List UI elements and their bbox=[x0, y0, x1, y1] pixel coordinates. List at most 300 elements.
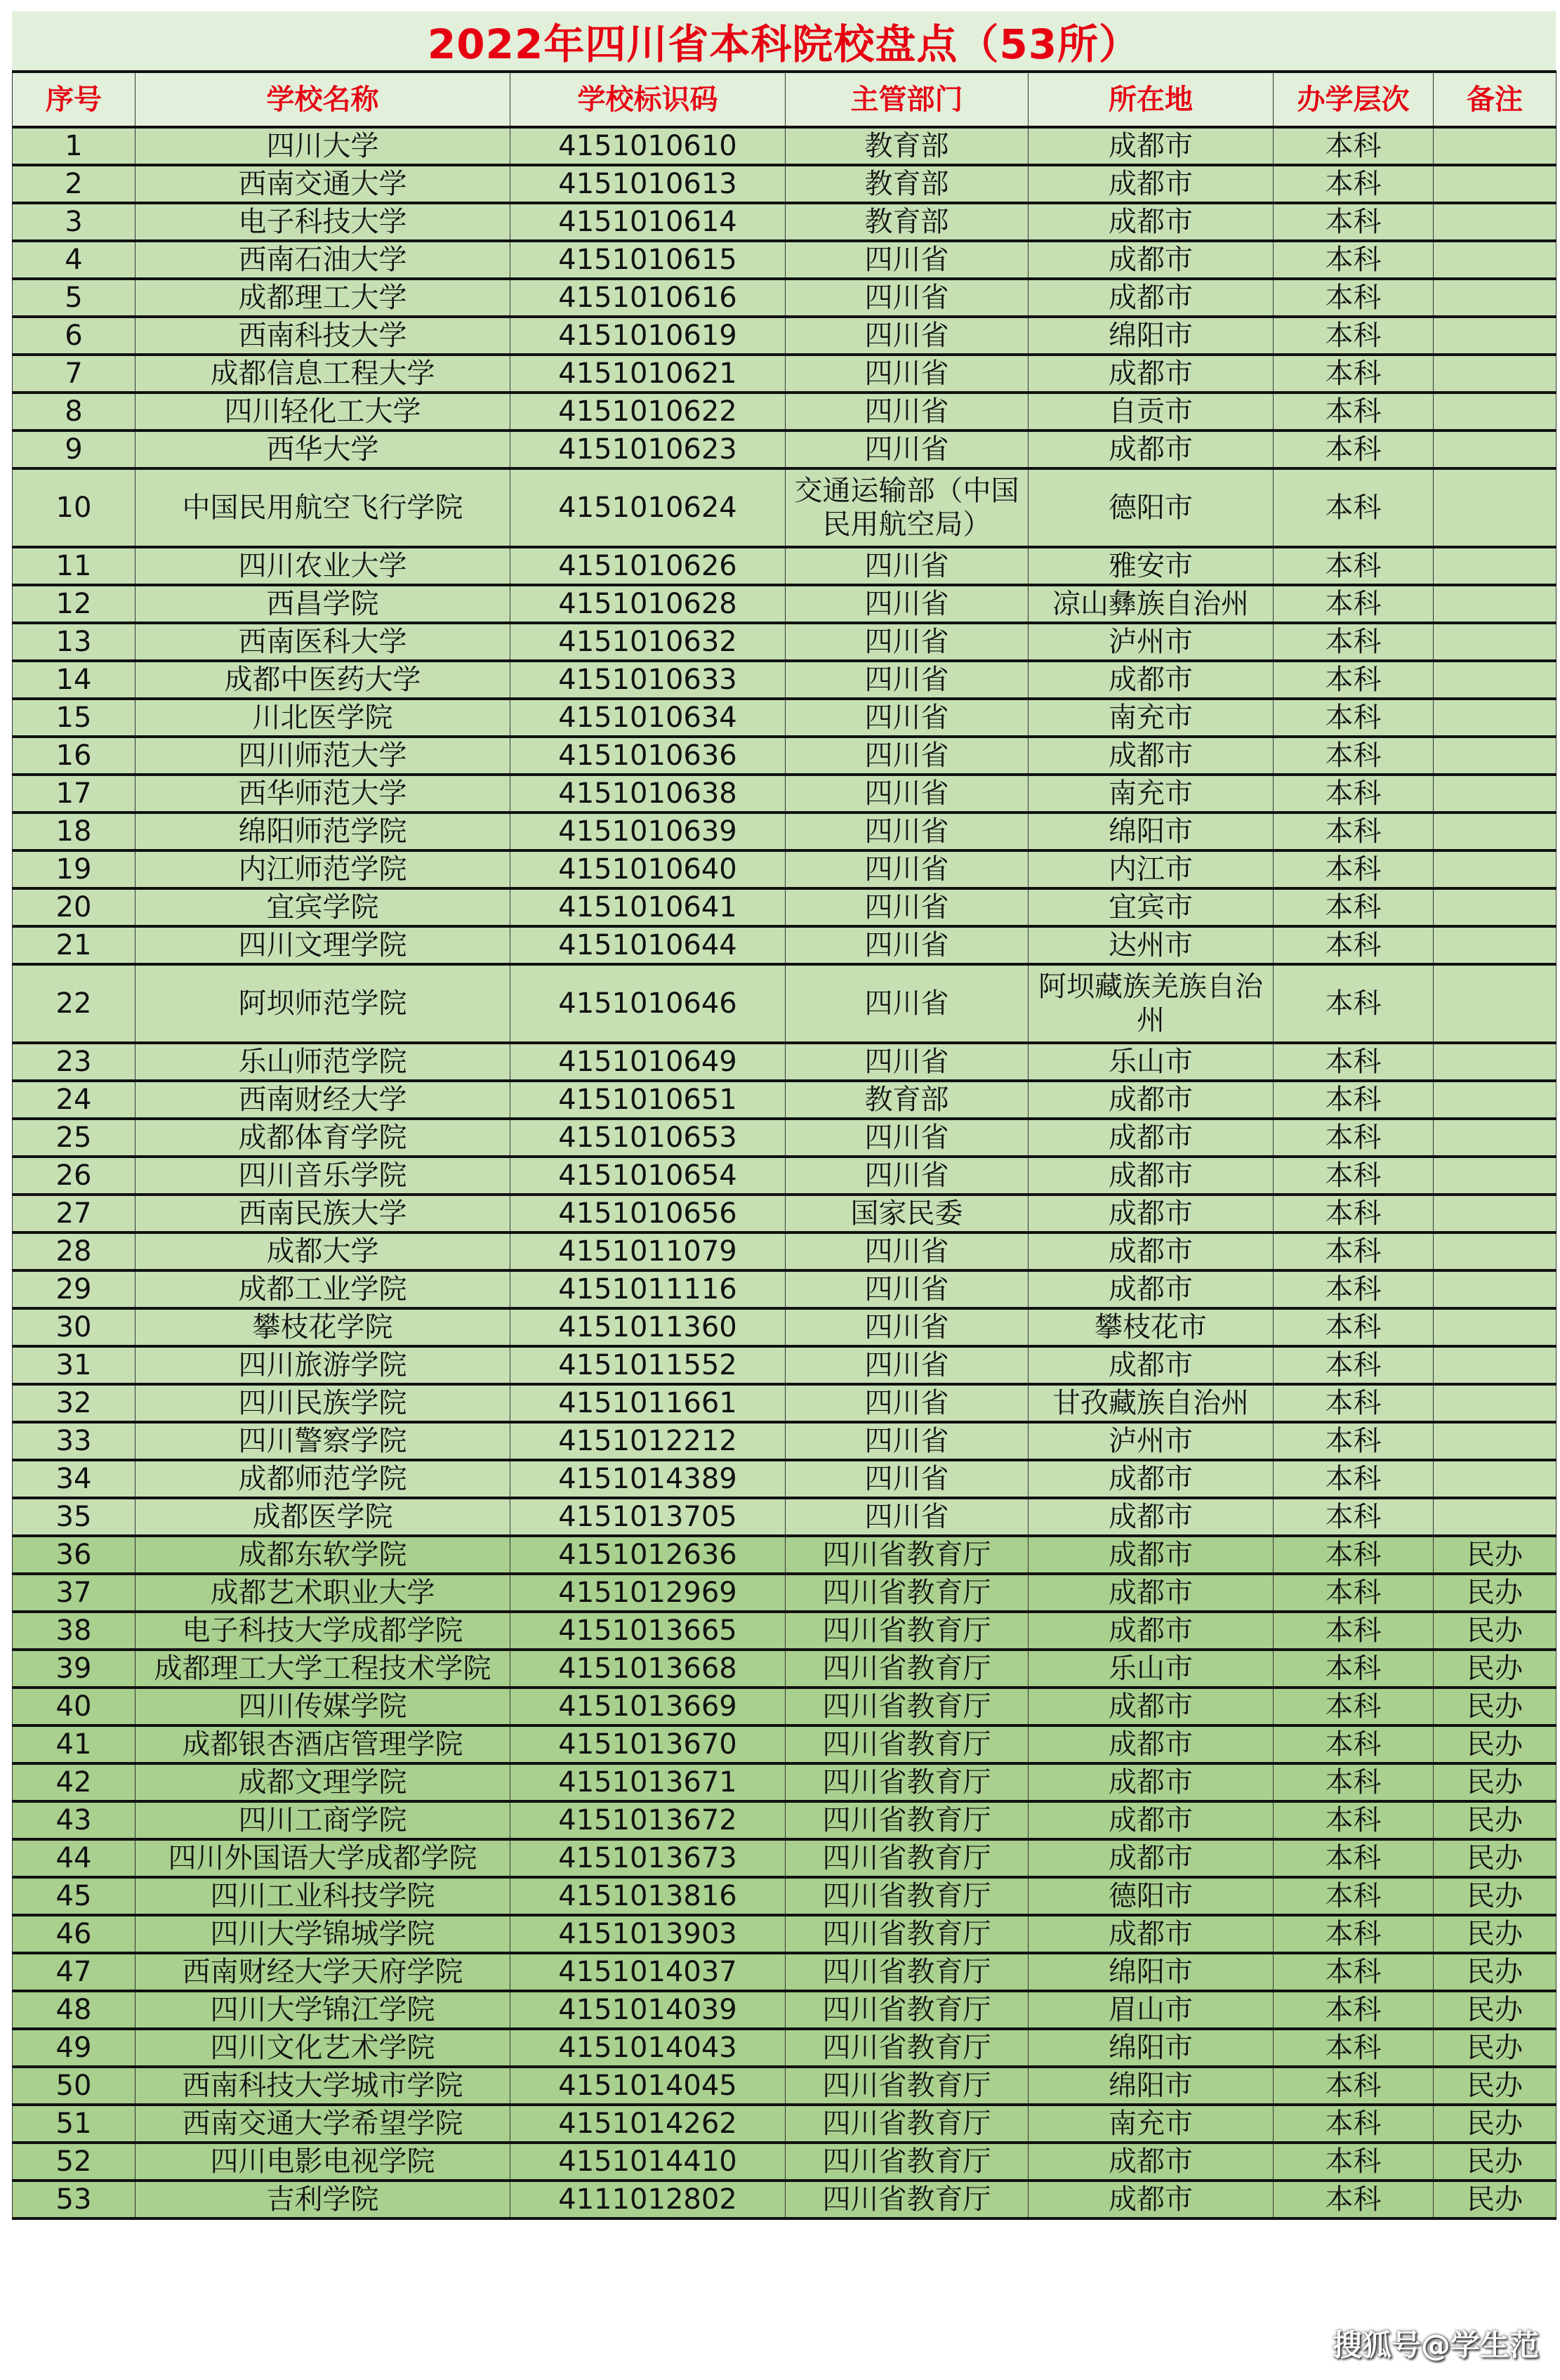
cell-authority: 四川省 bbox=[786, 623, 1029, 661]
table-row bbox=[13, 585, 1556, 623]
cell-level: 本科 bbox=[1274, 1915, 1434, 1953]
cell-remark bbox=[1434, 1043, 1556, 1081]
table-row bbox=[13, 1725, 1556, 1763]
cell-name: 电子科技大学成都学院 bbox=[135, 1612, 510, 1650]
cell-remark bbox=[1434, 355, 1556, 393]
cell-location: 成都市 bbox=[1029, 2143, 1274, 2181]
cell-index: 51 bbox=[13, 2105, 135, 2143]
table-row bbox=[13, 1650, 1556, 1688]
cell-name: 成都中医药大学 bbox=[135, 661, 510, 699]
cell-index: 15 bbox=[13, 699, 135, 737]
cell-authority: 教育部 bbox=[786, 203, 1029, 241]
cell-level: 本科 bbox=[1274, 1195, 1434, 1232]
cell-remark bbox=[1434, 775, 1556, 813]
cell-index: 3 bbox=[13, 203, 135, 241]
cell-name: 四川大学锦江学院 bbox=[135, 1991, 510, 2029]
spreadsheet bbox=[12, 11, 1556, 2220]
cell-location: 南充市 bbox=[1029, 2105, 1274, 2143]
table-row bbox=[13, 1498, 1556, 1536]
cell-remark bbox=[1434, 1308, 1556, 1346]
cell-code: 4151014043 bbox=[510, 2029, 786, 2067]
table-row bbox=[13, 1081, 1556, 1119]
cell-authority: 四川省 bbox=[786, 737, 1029, 775]
cell-location: 内江市 bbox=[1029, 850, 1274, 888]
cell-code: 4151010641 bbox=[510, 888, 786, 926]
cell-level: 本科 bbox=[1274, 888, 1434, 926]
cell-level: 本科 bbox=[1274, 1650, 1434, 1688]
table-row bbox=[13, 1346, 1556, 1384]
cell-code: 4111012802 bbox=[510, 2181, 786, 2218]
cell-level: 本科 bbox=[1274, 1574, 1434, 1612]
cell-name: 西华师范大学 bbox=[135, 775, 510, 813]
cell-level: 本科 bbox=[1274, 468, 1434, 547]
cell-remark bbox=[1434, 1119, 1556, 1157]
cell-name: 西南财经大学 bbox=[135, 1081, 510, 1119]
cell-index: 19 bbox=[13, 850, 135, 888]
table-row bbox=[13, 813, 1556, 850]
cell-name: 四川工商学院 bbox=[135, 1801, 510, 1839]
cell-code: 4151010632 bbox=[510, 623, 786, 661]
cell-level: 本科 bbox=[1274, 1953, 1434, 1991]
table-row bbox=[13, 1915, 1556, 1953]
cell-location: 达州市 bbox=[1029, 926, 1274, 964]
cell-name: 川北医学院 bbox=[135, 699, 510, 737]
cell-name: 吉利学院 bbox=[135, 2181, 510, 2218]
cell-remark: 民办 bbox=[1434, 1801, 1556, 1839]
cell-name: 成都师范学院 bbox=[135, 1460, 510, 1498]
cell-name: 成都东软学院 bbox=[135, 1536, 510, 1574]
cell-index: 5 bbox=[13, 279, 135, 317]
cell-authority: 四川省教育厅 bbox=[786, 1877, 1029, 1915]
cell-code: 4151011360 bbox=[510, 1308, 786, 1346]
cell-code: 4151010640 bbox=[510, 850, 786, 888]
table-row bbox=[13, 623, 1556, 661]
cell-code: 4151014039 bbox=[510, 1991, 786, 2029]
cell-index: 8 bbox=[13, 393, 135, 430]
cell-code: 4151010651 bbox=[510, 1081, 786, 1119]
cell-level: 本科 bbox=[1274, 1536, 1434, 1574]
table-row bbox=[13, 737, 1556, 775]
cell-authority: 四川省 bbox=[786, 1384, 1029, 1422]
cell-level: 本科 bbox=[1274, 1081, 1434, 1119]
cell-index: 38 bbox=[13, 1612, 135, 1650]
cell-authority: 四川省教育厅 bbox=[786, 1536, 1029, 1574]
cell-level: 本科 bbox=[1274, 2029, 1434, 2067]
cell-level: 本科 bbox=[1274, 2181, 1434, 2218]
cell-remark bbox=[1434, 393, 1556, 430]
cell-code: 4151010616 bbox=[510, 279, 786, 317]
cell-location: 南充市 bbox=[1029, 699, 1274, 737]
cell-name: 四川农业大学 bbox=[135, 547, 510, 585]
cell-remark bbox=[1434, 1422, 1556, 1460]
table-row bbox=[13, 2181, 1556, 2218]
cell-code: 4151010614 bbox=[510, 203, 786, 241]
cell-index: 9 bbox=[13, 430, 135, 468]
cell-code: 4151011661 bbox=[510, 1384, 786, 1422]
cell-code: 4151010633 bbox=[510, 661, 786, 699]
table-row bbox=[13, 1270, 1556, 1308]
cell-index: 29 bbox=[13, 1270, 135, 1308]
cell-location: 成都市 bbox=[1029, 1157, 1274, 1195]
cell-code: 4151010615 bbox=[510, 241, 786, 279]
cell-code: 4151013671 bbox=[510, 1763, 786, 1801]
cell-remark: 民办 bbox=[1434, 2181, 1556, 2218]
cell-location: 成都市 bbox=[1029, 1460, 1274, 1498]
cell-location: 乐山市 bbox=[1029, 1043, 1274, 1081]
cell-location: 德阳市 bbox=[1029, 468, 1274, 547]
cell-level: 本科 bbox=[1274, 2067, 1434, 2105]
table-row bbox=[13, 241, 1556, 279]
cell-level: 本科 bbox=[1274, 165, 1434, 203]
table-row bbox=[13, 2067, 1556, 2105]
cell-location: 绵阳市 bbox=[1029, 813, 1274, 850]
cell-remark bbox=[1434, 813, 1556, 850]
table-row bbox=[13, 203, 1556, 241]
cell-location: 成都市 bbox=[1029, 1801, 1274, 1839]
cell-index: 25 bbox=[13, 1119, 135, 1157]
cell-level: 本科 bbox=[1274, 964, 1434, 1043]
cell-code: 4151013668 bbox=[510, 1650, 786, 1688]
table-row bbox=[13, 1953, 1556, 1991]
cell-code: 4151010610 bbox=[510, 127, 786, 165]
table-row bbox=[13, 1991, 1556, 2029]
cell-remark bbox=[1434, 888, 1556, 926]
cell-remark bbox=[1434, 468, 1556, 547]
cell-authority: 四川省 bbox=[786, 1119, 1029, 1157]
cell-index: 21 bbox=[13, 926, 135, 964]
cell-location: 成都市 bbox=[1029, 1612, 1274, 1650]
cell-index: 42 bbox=[13, 1763, 135, 1801]
cell-index: 22 bbox=[13, 964, 135, 1043]
cell-name: 西南交通大学希望学院 bbox=[135, 2105, 510, 2143]
cell-level: 本科 bbox=[1274, 1270, 1434, 1308]
cell-remark bbox=[1434, 1195, 1556, 1232]
cell-remark bbox=[1434, 737, 1556, 775]
cell-level: 本科 bbox=[1274, 1308, 1434, 1346]
cell-location: 成都市 bbox=[1029, 1081, 1274, 1119]
cell-code: 4151010628 bbox=[510, 585, 786, 623]
cell-authority: 四川省 bbox=[786, 1270, 1029, 1308]
cell-location: 攀枝花市 bbox=[1029, 1308, 1274, 1346]
table-row bbox=[13, 1308, 1556, 1346]
cell-index: 52 bbox=[13, 2143, 135, 2181]
cell-authority: 四川省教育厅 bbox=[786, 1612, 1029, 1650]
cell-location: 泸州市 bbox=[1029, 623, 1274, 661]
cell-location: 成都市 bbox=[1029, 165, 1274, 203]
cell-code: 4151010653 bbox=[510, 1119, 786, 1157]
cell-authority: 四川省教育厅 bbox=[786, 1763, 1029, 1801]
cell-authority: 四川省教育厅 bbox=[786, 1991, 1029, 2029]
cell-location: 德阳市 bbox=[1029, 1877, 1274, 1915]
cell-level: 本科 bbox=[1274, 1991, 1434, 2029]
cell-index: 47 bbox=[13, 1953, 135, 1991]
cell-level: 本科 bbox=[1274, 850, 1434, 888]
cell-code: 4151011079 bbox=[510, 1232, 786, 1270]
cell-code: 4151010649 bbox=[510, 1043, 786, 1081]
cell-authority: 四川省教育厅 bbox=[786, 2181, 1029, 2218]
cell-level: 本科 bbox=[1274, 775, 1434, 813]
table-row bbox=[13, 699, 1556, 737]
cell-authority: 四川省 bbox=[786, 888, 1029, 926]
cell-level: 本科 bbox=[1274, 1612, 1434, 1650]
cell-level: 本科 bbox=[1274, 1725, 1434, 1763]
cell-authority: 四川省 bbox=[786, 430, 1029, 468]
cell-location: 成都市 bbox=[1029, 1688, 1274, 1725]
cell-level: 本科 bbox=[1274, 1157, 1434, 1195]
cell-code: 4151011552 bbox=[510, 1346, 786, 1384]
cell-remark bbox=[1434, 585, 1556, 623]
cell-name: 四川音乐学院 bbox=[135, 1157, 510, 1195]
cell-code: 4151010621 bbox=[510, 355, 786, 393]
cell-authority: 四川省 bbox=[786, 926, 1029, 964]
cell-remark bbox=[1434, 1384, 1556, 1422]
cell-authority: 四川省教育厅 bbox=[786, 1688, 1029, 1725]
cell-remark: 民办 bbox=[1434, 2143, 1556, 2181]
cell-code: 4151011116 bbox=[510, 1270, 786, 1308]
cell-remark bbox=[1434, 317, 1556, 355]
cell-remark bbox=[1434, 1232, 1556, 1270]
cell-authority: 四川省 bbox=[786, 699, 1029, 737]
header-row bbox=[13, 72, 1556, 127]
cell-authority: 四川省 bbox=[786, 661, 1029, 699]
cell-authority: 四川省 bbox=[786, 1498, 1029, 1536]
cell-level: 本科 bbox=[1274, 926, 1434, 964]
cell-code: 4151013816 bbox=[510, 1877, 786, 1915]
cell-remark: 民办 bbox=[1434, 1953, 1556, 1991]
table-row bbox=[13, 165, 1556, 203]
cell-name: 四川旅游学院 bbox=[135, 1346, 510, 1384]
table-row bbox=[13, 1612, 1556, 1650]
cell-location: 成都市 bbox=[1029, 1195, 1274, 1232]
cell-level: 本科 bbox=[1274, 127, 1434, 165]
cell-level: 本科 bbox=[1274, 547, 1434, 585]
cell-location: 成都市 bbox=[1029, 430, 1274, 468]
cell-authority: 四川省教育厅 bbox=[786, 1650, 1029, 1688]
cell-location: 成都市 bbox=[1029, 1839, 1274, 1877]
cell-index: 12 bbox=[13, 585, 135, 623]
table-row bbox=[13, 1763, 1556, 1801]
cell-level: 本科 bbox=[1274, 317, 1434, 355]
cell-authority: 四川省 bbox=[786, 1043, 1029, 1081]
cell-location: 自贡市 bbox=[1029, 393, 1274, 430]
cell-index: 34 bbox=[13, 1460, 135, 1498]
cell-name: 四川大学锦城学院 bbox=[135, 1915, 510, 1953]
cell-location: 南充市 bbox=[1029, 775, 1274, 813]
cell-code: 4151014389 bbox=[510, 1460, 786, 1498]
cell-remark bbox=[1434, 623, 1556, 661]
cell-code: 4151010646 bbox=[510, 964, 786, 1043]
table-row bbox=[13, 850, 1556, 888]
cell-name: 西南石油大学 bbox=[135, 241, 510, 279]
cell-authority: 四川省教育厅 bbox=[786, 2067, 1029, 2105]
cell-level: 本科 bbox=[1274, 813, 1434, 850]
cell-name: 西华大学 bbox=[135, 430, 510, 468]
cell-code: 4151012969 bbox=[510, 1574, 786, 1612]
cell-location: 雅安市 bbox=[1029, 547, 1274, 585]
cell-remark bbox=[1434, 850, 1556, 888]
cell-code: 4151010619 bbox=[510, 317, 786, 355]
cell-authority: 四川省教育厅 bbox=[786, 2029, 1029, 2067]
cell-code: 4151013670 bbox=[510, 1725, 786, 1763]
cell-index: 11 bbox=[13, 547, 135, 585]
cell-remark: 民办 bbox=[1434, 1915, 1556, 1953]
cell-level: 本科 bbox=[1274, 1232, 1434, 1270]
table-row bbox=[13, 430, 1556, 468]
cell-index: 28 bbox=[13, 1232, 135, 1270]
cell-name: 绵阳师范学院 bbox=[135, 813, 510, 850]
cell-index: 13 bbox=[13, 623, 135, 661]
cell-location: 成都市 bbox=[1029, 355, 1274, 393]
table-row bbox=[13, 355, 1556, 393]
cell-name: 四川外国语大学成都学院 bbox=[135, 1839, 510, 1877]
cell-remark bbox=[1434, 1157, 1556, 1195]
cell-remark bbox=[1434, 430, 1556, 468]
table-row bbox=[13, 547, 1556, 585]
table-row bbox=[13, 1801, 1556, 1839]
header-location: 所在地 bbox=[1029, 72, 1274, 127]
cell-location: 成都市 bbox=[1029, 737, 1274, 775]
cell-code: 4151010623 bbox=[510, 430, 786, 468]
cell-level: 本科 bbox=[1274, 2105, 1434, 2143]
cell-level: 本科 bbox=[1274, 355, 1434, 393]
cell-name: 西南交通大学 bbox=[135, 165, 510, 203]
table-row bbox=[13, 1157, 1556, 1195]
cell-code: 4151010656 bbox=[510, 1195, 786, 1232]
table-row bbox=[13, 1460, 1556, 1498]
cell-location: 乐山市 bbox=[1029, 1650, 1274, 1688]
cell-code: 4151012212 bbox=[510, 1422, 786, 1460]
table-row bbox=[13, 661, 1556, 699]
cell-code: 4151013673 bbox=[510, 1839, 786, 1877]
cell-remark bbox=[1434, 964, 1556, 1043]
table-row bbox=[13, 127, 1556, 165]
cell-remark bbox=[1434, 279, 1556, 317]
cell-index: 17 bbox=[13, 775, 135, 813]
cell-remark: 民办 bbox=[1434, 1877, 1556, 1915]
cell-index: 49 bbox=[13, 2029, 135, 2067]
cell-code: 4151010638 bbox=[510, 775, 786, 813]
cell-name: 成都大学 bbox=[135, 1232, 510, 1270]
cell-level: 本科 bbox=[1274, 1801, 1434, 1839]
cell-name: 阿坝师范学院 bbox=[135, 964, 510, 1043]
cell-authority: 四川省 bbox=[786, 813, 1029, 850]
table-row bbox=[13, 317, 1556, 355]
cell-remark bbox=[1434, 165, 1556, 203]
cell-name: 成都工业学院 bbox=[135, 1270, 510, 1308]
cell-index: 20 bbox=[13, 888, 135, 926]
cell-authority: 四川省 bbox=[786, 1157, 1029, 1195]
cell-remark: 民办 bbox=[1434, 1612, 1556, 1650]
cell-location: 成都市 bbox=[1029, 1574, 1274, 1612]
cell-location: 成都市 bbox=[1029, 1763, 1274, 1801]
cell-name: 成都艺术职业大学 bbox=[135, 1574, 510, 1612]
cell-code: 4151013665 bbox=[510, 1612, 786, 1650]
cell-index: 7 bbox=[13, 355, 135, 393]
table-row bbox=[13, 1536, 1556, 1574]
cell-remark: 民办 bbox=[1434, 1763, 1556, 1801]
cell-remark bbox=[1434, 547, 1556, 585]
cell-authority: 四川省 bbox=[786, 964, 1029, 1043]
cell-level: 本科 bbox=[1274, 203, 1434, 241]
cell-remark: 民办 bbox=[1434, 2067, 1556, 2105]
cell-location: 眉山市 bbox=[1029, 1991, 1274, 2029]
cell-authority: 教育部 bbox=[786, 1081, 1029, 1119]
cell-authority: 交通运输部（中国民用航空局） bbox=[786, 468, 1029, 547]
header-index: 序号 bbox=[13, 72, 135, 127]
cell-level: 本科 bbox=[1274, 241, 1434, 279]
cell-index: 45 bbox=[13, 1877, 135, 1915]
cell-level: 本科 bbox=[1274, 737, 1434, 775]
cell-location: 绵阳市 bbox=[1029, 2029, 1274, 2067]
table-row bbox=[13, 2105, 1556, 2143]
header-code: 学校标识码 bbox=[510, 72, 786, 127]
cell-name: 电子科技大学 bbox=[135, 203, 510, 241]
cell-index: 2 bbox=[13, 165, 135, 203]
table-row bbox=[13, 1043, 1556, 1081]
cell-index: 39 bbox=[13, 1650, 135, 1688]
cell-level: 本科 bbox=[1274, 661, 1434, 699]
cell-index: 37 bbox=[13, 1574, 135, 1612]
table-row bbox=[13, 775, 1556, 813]
cell-level: 本科 bbox=[1274, 1460, 1434, 1498]
cell-index: 46 bbox=[13, 1915, 135, 1953]
cell-name: 乐山师范学院 bbox=[135, 1043, 510, 1081]
cell-level: 本科 bbox=[1274, 1498, 1434, 1536]
cell-code: 4151010626 bbox=[510, 547, 786, 585]
cell-index: 26 bbox=[13, 1157, 135, 1195]
cell-index: 24 bbox=[13, 1081, 135, 1119]
cell-code: 4151014037 bbox=[510, 1953, 786, 1991]
table-row bbox=[13, 1119, 1556, 1157]
cell-index: 18 bbox=[13, 813, 135, 850]
sheet-title: 2022年四川省本科院校盘点（53所） bbox=[12, 11, 1556, 70]
cell-code: 4151010622 bbox=[510, 393, 786, 430]
cell-index: 53 bbox=[13, 2181, 135, 2218]
cell-location: 宜宾市 bbox=[1029, 888, 1274, 926]
cell-location: 成都市 bbox=[1029, 661, 1274, 699]
cell-remark: 民办 bbox=[1434, 2029, 1556, 2067]
cell-name: 成都信息工程大学 bbox=[135, 355, 510, 393]
cell-level: 本科 bbox=[1274, 1043, 1434, 1081]
watermark: 搜狐号@学生范 bbox=[1332, 2328, 1539, 2362]
cell-name: 内江师范学院 bbox=[135, 850, 510, 888]
cell-remark: 民办 bbox=[1434, 1650, 1556, 1688]
cell-code: 4151013672 bbox=[510, 1801, 786, 1839]
cell-index: 16 bbox=[13, 737, 135, 775]
cell-authority: 四川省 bbox=[786, 317, 1029, 355]
cell-code: 4151010613 bbox=[510, 165, 786, 203]
cell-remark: 民办 bbox=[1434, 2105, 1556, 2143]
cell-name: 西昌学院 bbox=[135, 585, 510, 623]
cell-code: 4151013705 bbox=[510, 1498, 786, 1536]
cell-name: 四川轻化工大学 bbox=[135, 393, 510, 430]
header-name: 学校名称 bbox=[135, 72, 510, 127]
table-row bbox=[13, 1574, 1556, 1612]
cell-authority: 四川省 bbox=[786, 1232, 1029, 1270]
cell-level: 本科 bbox=[1274, 430, 1434, 468]
cell-authority: 四川省 bbox=[786, 393, 1029, 430]
cell-name: 中国民用航空飞行学院 bbox=[135, 468, 510, 547]
cell-level: 本科 bbox=[1274, 1877, 1434, 1915]
header-authority: 主管部门 bbox=[786, 72, 1029, 127]
cell-authority: 四川省教育厅 bbox=[786, 1839, 1029, 1877]
cell-index: 40 bbox=[13, 1688, 135, 1725]
cell-remark bbox=[1434, 1081, 1556, 1119]
cell-location: 成都市 bbox=[1029, 1536, 1274, 1574]
cell-code: 4151010639 bbox=[510, 813, 786, 850]
cell-location: 成都市 bbox=[1029, 127, 1274, 165]
cell-index: 48 bbox=[13, 1991, 135, 2029]
